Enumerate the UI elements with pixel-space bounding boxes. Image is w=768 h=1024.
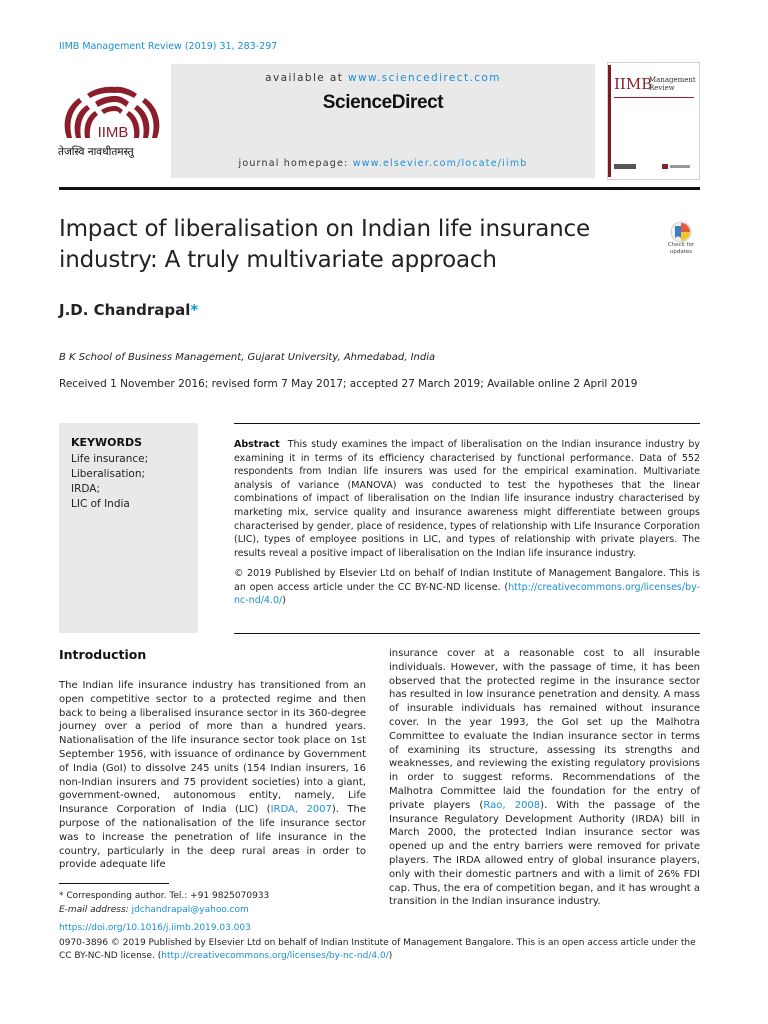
author-text: J.D. Chandrapal xyxy=(59,301,191,319)
header-rule xyxy=(59,187,700,190)
affiliation: B K School of Business Management, Gujarat University, Ahmedabad, India xyxy=(59,352,436,363)
email-label: E-mail address: xyxy=(59,905,129,915)
keyword-item: Liberalisation; xyxy=(71,468,146,480)
citation-link-irda[interactable]: IRDA, 2007 xyxy=(270,804,332,816)
keywords-list xyxy=(71,452,148,512)
journal-homepage-line xyxy=(171,158,595,169)
abstract-body: This study examines the impact of liberalisation on the Indian insurance industry by examining it in terms of its efficiency characterised by functional performance. Data of 552 respondents from Indian life insurers was used for the empirical examination. Multivariate analysis of variance (MANOVA) was conducted to test the hypotheses that the linear combinations of impact of liberalisation on the Indian life insurance industry characterised by marketing mix, service quality and insurance awareness might differentiate between groups characterised by gender, place of residence, types of relationship with Life Insurance Corporation (LIC), types of employee positions in LIC, and types of relationship with private players. The results reveal a positive impact of liberalisation on the Indian life insurance industry. xyxy=(234,439,700,559)
doi-link[interactable]: https://doi.org/10.1016/j.iimb.2019.03.003 xyxy=(59,923,251,933)
article-title xyxy=(59,214,639,276)
homepage-prefix: journal homepage: xyxy=(238,158,353,169)
issn-close: ) xyxy=(388,951,393,961)
corresponding-author-footnote: * Corresponding author. Tel.: +91 9825070933 xyxy=(59,891,270,901)
abstract-top-rule xyxy=(234,423,700,424)
body-column-right xyxy=(389,647,700,909)
sciencedirect-link[interactable]: www.sciencedirect.com xyxy=(348,72,501,84)
title-line-1: Impact of liberalisation on Indian life insurance xyxy=(59,216,590,242)
issn-text: 0970-3896 © 2019 Published by Elsevier Ltd on behalf of Indian Institute of Management Bangalore. This is an open access article under the CC BY-NC-ND license. ( xyxy=(59,938,696,961)
cover-rule xyxy=(614,97,694,98)
license-link[interactable]: http://creativecommons.org/licenses/by-nc-nd/4.0/ xyxy=(234,581,700,607)
abstract-bottom-rule xyxy=(234,633,700,634)
sciencedirect-brand: ScienceDirect xyxy=(322,92,444,113)
paragraph-text: ). With the passage of the Insurance Regulatory Development Authority (IRDA) bill in March 2000, the protected Indian insurance sector was opened up and the entry barriers were removed for private players. The IRDA allowed entry of global insurance players, only with their domestic partners and with a limit of 26% FDI cap. Thus, the era of competition began, and it has wrought a transition in the Indian insurance industry. xyxy=(389,799,701,908)
cover-publisher-marks xyxy=(614,163,694,171)
cover-logo: IIMB xyxy=(614,75,653,93)
email-link[interactable]: jdchandrapal@yahoo.com xyxy=(131,905,249,915)
journal-homepage-link[interactable]: www.elsevier.com/locate/iimb xyxy=(352,158,528,169)
footnote-rule xyxy=(59,883,169,884)
cover-name-line2: Review xyxy=(649,84,675,92)
logo-motto: तेजस्वि नावधीतमस्तु xyxy=(58,146,134,158)
license-close: ) xyxy=(282,595,286,607)
section-heading-introduction: Introduction xyxy=(59,647,147,662)
keyword-item: Life insurance; xyxy=(71,453,149,465)
keywords-panel xyxy=(59,423,198,633)
available-prefix: available at xyxy=(265,72,348,84)
check-label-line1: Check for xyxy=(667,242,695,248)
abstract-text xyxy=(234,438,700,560)
check-label-line2: updates xyxy=(669,249,693,255)
check-for-updates-label[interactable] xyxy=(659,242,703,256)
keyword-item: LIC of India xyxy=(71,498,130,510)
article-history: Received 1 November 2016; revised form 7 May 2017; accepted 27 March 2019; Available online 2 April 2019 xyxy=(59,378,638,390)
cover-band xyxy=(608,65,611,177)
abstract-license xyxy=(234,567,700,608)
body-column-left xyxy=(59,679,366,872)
logo-text: IIMB xyxy=(97,124,129,141)
email-footnote xyxy=(59,905,249,915)
available-at-line xyxy=(171,72,595,84)
abstract-label: Abstract xyxy=(234,439,280,450)
corresponding-author-mark[interactable]: * xyxy=(190,301,199,319)
issn-license-link[interactable]: http://creativecommons.org/licenses/by-nc-nd/4.0/ xyxy=(161,951,389,961)
author-name xyxy=(59,301,198,319)
sciencedirect-banner xyxy=(171,64,595,178)
paragraph-text: insurance cover at a reasonable cost to all insurable individuals. However, with the passage of time, it has been observed that the protected regime in the insurance sector has resulted in low insurance penetration and density. A mass of insurable individuals has remained without insurance cover. In the year 1993, the GoI set up the Malhotra Committee to evaluate the Indian insurance sector in terms of examining its structure, assessing its strengths and weaknesses, and reviewing the existing regulatory provisions in order to suggest reforms. Recommendations of the Malhotra Committee laid the foundation for the entry of private players ( xyxy=(389,648,700,811)
title-line-2: industry: A truly multivariate approach xyxy=(59,247,497,273)
paragraph-text: ). The purpose of the nationalisation of the life insurance sector was to increase the penetration of life insurance in the country, particularly in the deep rural areas in order to provide adequate life xyxy=(59,804,366,871)
cover-name-line1: Management xyxy=(649,76,696,84)
cover-journal-name xyxy=(649,76,696,92)
license-text: © 2019 Published by Elsevier Ltd on behalf of Indian Institute of Management Bangalore. This is an open access article under the CC BY-NC-ND license. ( xyxy=(234,568,700,593)
journal-citation: IIMB Management Review (2019) 31, 283-297 xyxy=(59,41,278,52)
citation-link-rao[interactable]: Rao, 2008 xyxy=(483,799,541,811)
keywords-heading: KEYWORDS xyxy=(71,436,143,449)
keyword-item: IRDA; xyxy=(71,483,101,495)
issn-copyright xyxy=(59,937,700,963)
paragraph-text: The Indian life insurance industry has transitioned from an open competitive sector to a protected regime and then back to being a liberalised insurance sector in its 360-degree journey over a period of more than a hundred years. Nationalisation of the life insurance sector took place on 1st September 1956, with issuance of ordinance by Government of India (GoI) to dissolve 245 units (154 Indian insurers, 16 non-Indian insurers and 75 provident societies) into a giant, government-owned, autonomous entity, namely, Life Insurance Corporation of India (LIC) ( xyxy=(59,680,366,816)
journal-cover-thumbnail xyxy=(607,62,700,180)
